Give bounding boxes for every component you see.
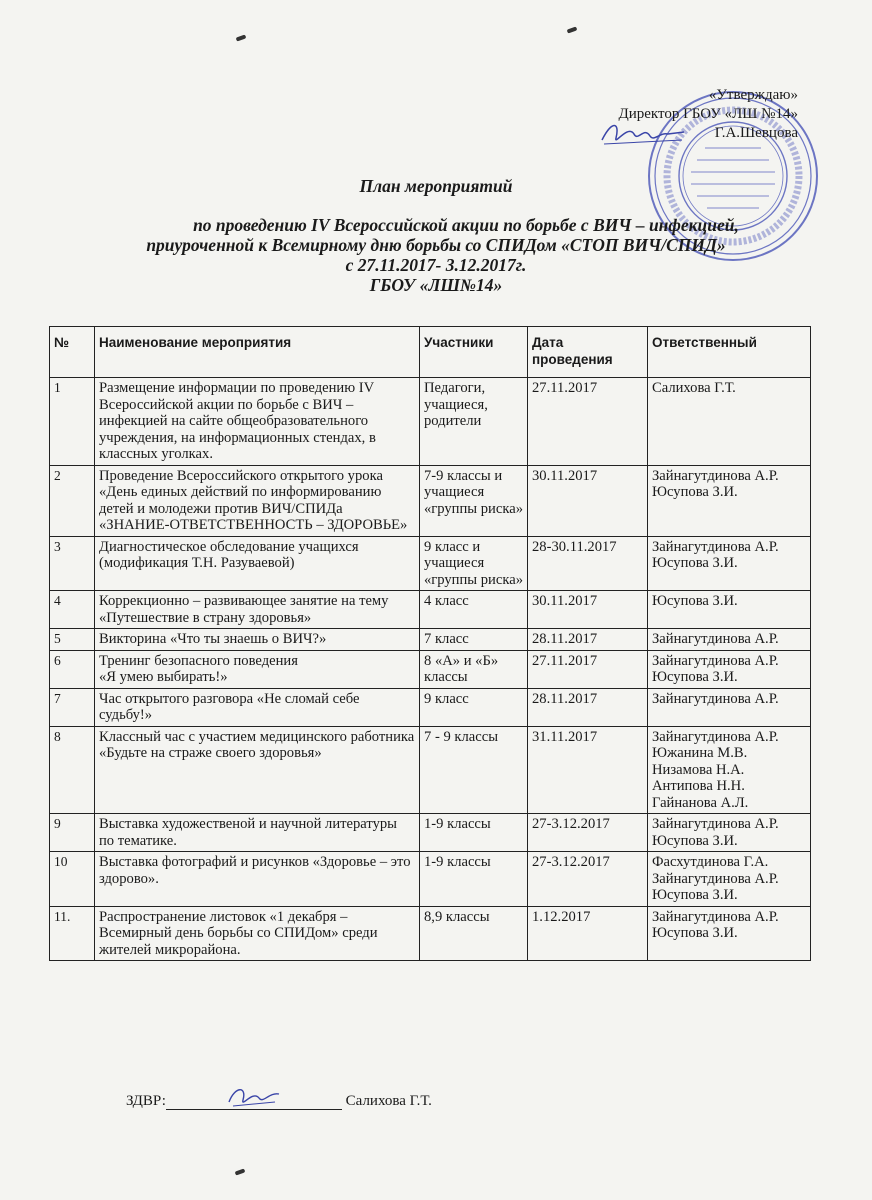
header-responsible: Ответственный — [648, 327, 811, 378]
table-row — [50, 378, 811, 466]
footer-name: Салихова Г.Т. — [345, 1093, 432, 1109]
table-row — [50, 629, 811, 651]
cell-number-text: 2 — [54, 467, 61, 483]
title-line-2: по проведению IV Всероссийской акции по борьбе с ВИЧ – инфекцией, — [193, 215, 739, 235]
cell-responsible-text: Зайнагутдинова А.Р. Южанина М.В. Низамова Н.А. Антипова Н.Н. Гайнанова А.Л. — [652, 728, 779, 811]
cell-number-text: 11. — [54, 908, 71, 924]
cell-participants — [420, 688, 528, 726]
cell-number — [50, 726, 95, 814]
cell-participants — [420, 814, 528, 852]
cell-participants-text: 9 класс — [424, 690, 469, 707]
cell-responsible — [648, 591, 811, 629]
cell-number — [50, 629, 95, 651]
table-row — [50, 536, 811, 591]
cell-date — [528, 629, 648, 651]
cell-responsible-text: Зайнагутдинова А.Р. — [652, 631, 779, 647]
cell-responsible — [648, 852, 811, 907]
header-date: Дата проведения — [528, 327, 648, 378]
cell-number-text: 3 — [54, 538, 61, 554]
cell-participants-text: 8 «А» и «Б» классы — [424, 652, 499, 685]
table-row — [50, 591, 811, 629]
cell-participants — [420, 726, 528, 814]
cell-event-name — [95, 591, 420, 629]
cell-event-name — [95, 536, 420, 591]
cell-event-name — [95, 629, 420, 651]
cell-number — [50, 814, 95, 852]
cell-event-name-text: Классный час с участием медицинского работника «Будьте на страже своего здоровья» — [99, 728, 415, 761]
title-heading: План мероприятий — [359, 176, 513, 196]
cell-date — [528, 378, 648, 466]
cell-date — [528, 906, 648, 961]
cell-event-name-text: Коррекционно – развивающее занятие на тему «Путешествие в страну здоровья» — [99, 593, 389, 626]
cell-event-name-text: Викторина «Что ты знаешь о ВИЧ?» — [99, 631, 327, 647]
title-dates: с 27.11.2017- 3.12.2017г. — [345, 255, 527, 275]
cell-date-text: 30.11.2017 — [532, 467, 598, 484]
cell-event-name — [95, 650, 420, 688]
cell-responsible-text: Фасхутдинова Г.А. Зайнагутдинова А.Р. Юсупова З.И. — [652, 854, 779, 903]
cell-responsible-text: Зайнагутдинова А.Р. — [652, 690, 779, 707]
scan-speck — [235, 1168, 246, 1175]
cell-event-name — [95, 814, 420, 852]
scan-speck — [236, 34, 247, 41]
table-row — [50, 465, 811, 536]
cell-participants-text: 1-9 классы — [424, 816, 491, 832]
cell-participants — [420, 378, 528, 466]
cell-event-name — [95, 906, 420, 961]
cell-number — [50, 650, 95, 688]
scan-speck — [567, 26, 578, 33]
table-row — [50, 726, 811, 814]
cell-participants-text: 4 класс — [424, 593, 469, 609]
approval-block — [618, 86, 798, 143]
cell-responsible — [648, 465, 811, 536]
cell-event-name-text: Проведение Всероссийского открытого урока «День единых действий по информированию детей и молодежи против ВИЧ/СПИДа «ЗНАНИЕ-ОТВЕТСТВЕННОСТЬ – ЗДОРОВЬЕ» — [99, 467, 408, 533]
cell-date — [528, 591, 648, 629]
cell-date-text: 30.11.2017 — [532, 593, 598, 609]
cell-date-text: 28.11.2017 — [532, 690, 598, 707]
cell-number — [50, 688, 95, 726]
cell-participants-text: 8,9 классы — [424, 908, 490, 925]
cell-number — [50, 591, 95, 629]
events-table — [49, 326, 811, 961]
table-row — [50, 852, 811, 907]
cell-event-name-text: Час открытого разговора «Не сломай себе судьбу!» — [99, 690, 360, 723]
cell-date — [528, 536, 648, 591]
header-number: № — [50, 327, 95, 378]
cell-number — [50, 465, 95, 536]
cell-number — [50, 852, 95, 907]
cell-event-name-text: Размещение информации по проведению IV Всероссийской акции по борьбе с ВИЧ – инфекцией на сайте общеобразовательного учреждения, на информационных стендах, в классных уголках. — [99, 380, 376, 462]
cell-number-text: 1 — [54, 380, 61, 395]
cell-participants — [420, 906, 528, 961]
approval-position: Директор ГБОУ «ЛШ №14» — [618, 106, 798, 122]
table-row — [50, 650, 811, 688]
cell-date — [528, 814, 648, 852]
title-school: ГБОУ «ЛШ№14» — [369, 275, 503, 295]
cell-participants-text: 7 класс — [424, 631, 469, 647]
cell-responsible — [648, 536, 811, 591]
cell-event-name — [95, 465, 420, 536]
cell-participants-text: 7-9 классы и учащиеся «группы риска» — [424, 467, 523, 517]
cell-number-text: 7 — [54, 690, 61, 706]
cell-date — [528, 650, 648, 688]
cell-date-text: 27-3.12.2017 — [532, 854, 610, 870]
cell-number-text: 4 — [54, 593, 61, 608]
cell-date — [528, 465, 648, 536]
cell-event-name — [95, 726, 420, 814]
cell-number-text: 8 — [54, 728, 61, 744]
approval-director-name: Г.А.Шевцова — [714, 125, 798, 141]
cell-responsible-text: Зайнагутдинова А.Р. Юсупова З.И. — [652, 908, 779, 941]
cell-event-name — [95, 688, 420, 726]
cell-date — [528, 688, 648, 726]
cell-date-text: 28-30.11.2017 — [532, 538, 617, 555]
header-event-name: Наименование мероприятия — [95, 327, 420, 378]
cell-participants-text: Педагоги, учащиеся, родители — [424, 380, 488, 429]
cell-participants — [420, 852, 528, 907]
cell-date-text: 28.11.2017 — [532, 631, 598, 647]
cell-responsible — [648, 814, 811, 852]
cell-participants — [420, 650, 528, 688]
cell-event-name-text: Выставка фотографий и рисунков «Здоровье – это здорово». — [99, 854, 411, 887]
cell-responsible — [648, 378, 811, 466]
cell-event-name — [95, 378, 420, 466]
cell-number — [50, 536, 95, 591]
cell-responsible-text: Зайнагутдинова А.Р. Юсупова З.И. — [652, 467, 779, 500]
cell-date — [528, 852, 648, 907]
cell-responsible-text: Юсупова З.И. — [652, 593, 738, 609]
title-line-3: приуроченной к Всемирному дню борьбы со СПИДом «СТОП ВИЧ/СПИД» — [146, 235, 726, 255]
cell-responsible — [648, 629, 811, 651]
cell-number-text: 9 — [54, 816, 61, 831]
footer-label: ЗДВР: — [126, 1093, 166, 1109]
cell-date — [528, 726, 648, 814]
cell-number-text: 6 — [54, 652, 61, 668]
cell-responsible-text: Зайнагутдинова А.Р. Юсупова З.И. — [652, 816, 779, 849]
approval-heading: «Утверждаю» — [708, 87, 798, 103]
table-row — [50, 814, 811, 852]
cell-participants-text: 1-9 классы — [424, 854, 491, 870]
cell-event-name-text: Распространение листовок «1 декабря – Всемирный день борьбы со СПИДом» среди жителей микрорайона. — [99, 908, 378, 958]
cell-responsible-text: Зайнагутдинова А.Р. Юсупова З.И. — [652, 538, 779, 571]
cell-event-name — [95, 852, 420, 907]
cell-participants — [420, 629, 528, 651]
cell-event-name-text: Диагностическое обследование учащихся (модификация Т.Н. Разуваевой) — [99, 538, 359, 571]
table-row — [50, 906, 811, 961]
cell-date-text: 1.12.2017 — [532, 908, 591, 925]
cell-responsible — [648, 726, 811, 814]
cell-event-name-text: Выставка художественой и научной литературы по тематике. — [99, 816, 397, 849]
cell-participants — [420, 591, 528, 629]
cell-date-text: 27-3.12.2017 — [532, 816, 610, 832]
cell-number — [50, 906, 95, 961]
cell-number-text: 5 — [54, 631, 61, 646]
header-participants: Участники — [420, 327, 528, 378]
cell-responsible — [648, 650, 811, 688]
cell-participants — [420, 465, 528, 536]
cell-participants-text: 9 класс и учащиеся «группы риска» — [424, 538, 523, 588]
cell-date-text: 27.11.2017 — [532, 380, 598, 396]
table-header-row — [50, 327, 811, 378]
cell-event-name-text: Тренинг безопасного поведения «Я умею выбирать!» — [99, 652, 298, 685]
cell-responsible-text: Салихова Г.Т. — [652, 380, 736, 396]
cell-responsible — [648, 688, 811, 726]
cell-participants-text: 7 - 9 классы — [424, 728, 499, 745]
deputy-signature-icon — [225, 1082, 283, 1112]
cell-date-text: 27.11.2017 — [532, 652, 598, 669]
cell-responsible-text: Зайнагутдинова А.Р. Юсупова З.И. — [652, 652, 779, 685]
table-row — [50, 688, 811, 726]
cell-number-text: 10 — [54, 854, 68, 869]
cell-participants — [420, 536, 528, 591]
document-title — [0, 176, 872, 295]
cell-date-text: 31.11.2017 — [532, 728, 598, 745]
cell-responsible — [648, 906, 811, 961]
cell-number — [50, 378, 95, 466]
